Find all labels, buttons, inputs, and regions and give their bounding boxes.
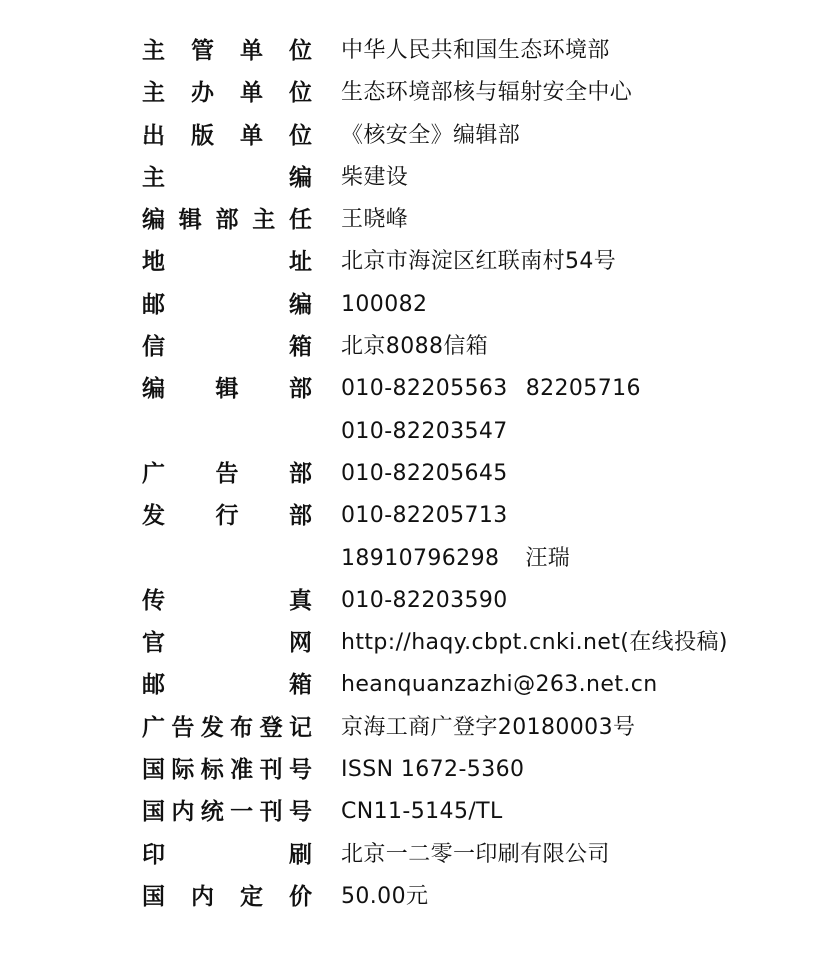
masthead-row-ad-registration	[142, 707, 792, 749]
masthead-row-editor-in-chief	[142, 157, 792, 199]
row-label: 国 内 定 价	[142, 882, 312, 910]
row-label: 国 际 标 准 刊 号	[142, 756, 312, 784]
row-value: 《核安全》编辑部	[341, 122, 521, 148]
row-label: 印 刷	[142, 840, 312, 868]
row-value: 北京一二零一印刷有限公司	[341, 841, 610, 867]
row-value: CN11-5145/TL	[341, 799, 503, 825]
masthead-row-website	[142, 622, 792, 664]
contact-person: 汪瑞	[525, 545, 571, 571]
masthead-row-fax	[142, 580, 792, 622]
row-value: 010-82203547	[341, 418, 508, 444]
row-label: 广 告 发 布 登 记	[142, 713, 312, 741]
masthead-row-issn	[142, 749, 792, 791]
row-label: 邮 箱	[142, 671, 312, 699]
row-label: 出 版 单 位	[142, 121, 312, 149]
masthead-row-postcode	[142, 284, 792, 326]
masthead-row-domestic-price	[142, 876, 792, 918]
row-value: 王晓峰	[341, 207, 409, 233]
masthead-row-supervising-unit	[142, 30, 792, 72]
masthead-row-editorial-office-phone-extra	[142, 411, 792, 453]
row-label: 编 辑 部 主 任	[142, 206, 312, 234]
row-value: 100082	[341, 291, 428, 317]
row-label: 主 编	[142, 163, 312, 191]
row-label: 传 真	[142, 586, 312, 614]
row-label: 地 址	[142, 248, 312, 276]
masthead-row-cn-number	[142, 791, 792, 833]
row-label: 主 办 单 位	[142, 79, 312, 107]
row-value: 生态环境部核与辐射安全中心	[341, 80, 633, 106]
masthead-row-address	[142, 241, 792, 283]
row-label: 信 箱	[142, 333, 312, 361]
row-value: 中华人民共和国生态环境部	[341, 38, 610, 63]
masthead-row-editorial-director	[142, 199, 792, 241]
mobile-number: 18910796298	[341, 545, 500, 571]
row-value: 北京市海淀区红联南村54号	[341, 249, 617, 275]
masthead-row-email	[142, 664, 792, 706]
row-value	[341, 544, 570, 574]
row-label: 邮 编	[142, 290, 312, 318]
phone-number: 010-82205563	[341, 376, 508, 402]
masthead-info-table	[142, 30, 792, 918]
masthead-row-distribution-mobile	[142, 538, 792, 580]
row-label: 广 告 部	[142, 459, 312, 487]
row-label: 主 管 单 位	[142, 37, 312, 64]
masthead-row-distribution-dept	[142, 495, 792, 537]
row-value: 京海工商广登字20180003号	[341, 714, 636, 740]
row-value: 柴建设	[341, 164, 409, 190]
row-label: 编 辑 部	[142, 375, 312, 403]
masthead-row-printer	[142, 834, 792, 876]
row-value: 50.00元	[341, 883, 429, 909]
row-value: 010-82203590	[341, 587, 508, 613]
masthead-row-publisher	[142, 115, 792, 157]
email-link[interactable]: heanquanzazhi@263.net.cn	[341, 672, 658, 698]
row-label: 国 内 统 一 刊 号	[142, 798, 312, 826]
row-value	[341, 374, 641, 404]
phone-number-secondary: 82205716	[525, 376, 641, 402]
row-value: 010-82205713	[341, 503, 508, 529]
masthead-row-mailbox	[142, 326, 792, 368]
row-label: 发 行 部	[142, 502, 312, 530]
row-value: 010-82205645	[341, 460, 508, 486]
website-link[interactable]: http://haqy.cbpt.cnki.net(在线投稿)	[341, 630, 728, 656]
masthead-row-editorial-office-phone	[142, 368, 792, 410]
row-value: 北京8088信箱	[341, 334, 489, 360]
masthead-row-advertising-dept	[142, 453, 792, 495]
row-label: 官 网	[142, 629, 312, 657]
masthead-row-sponsor-unit	[142, 72, 792, 114]
row-value: ISSN 1672-5360	[341, 757, 525, 783]
